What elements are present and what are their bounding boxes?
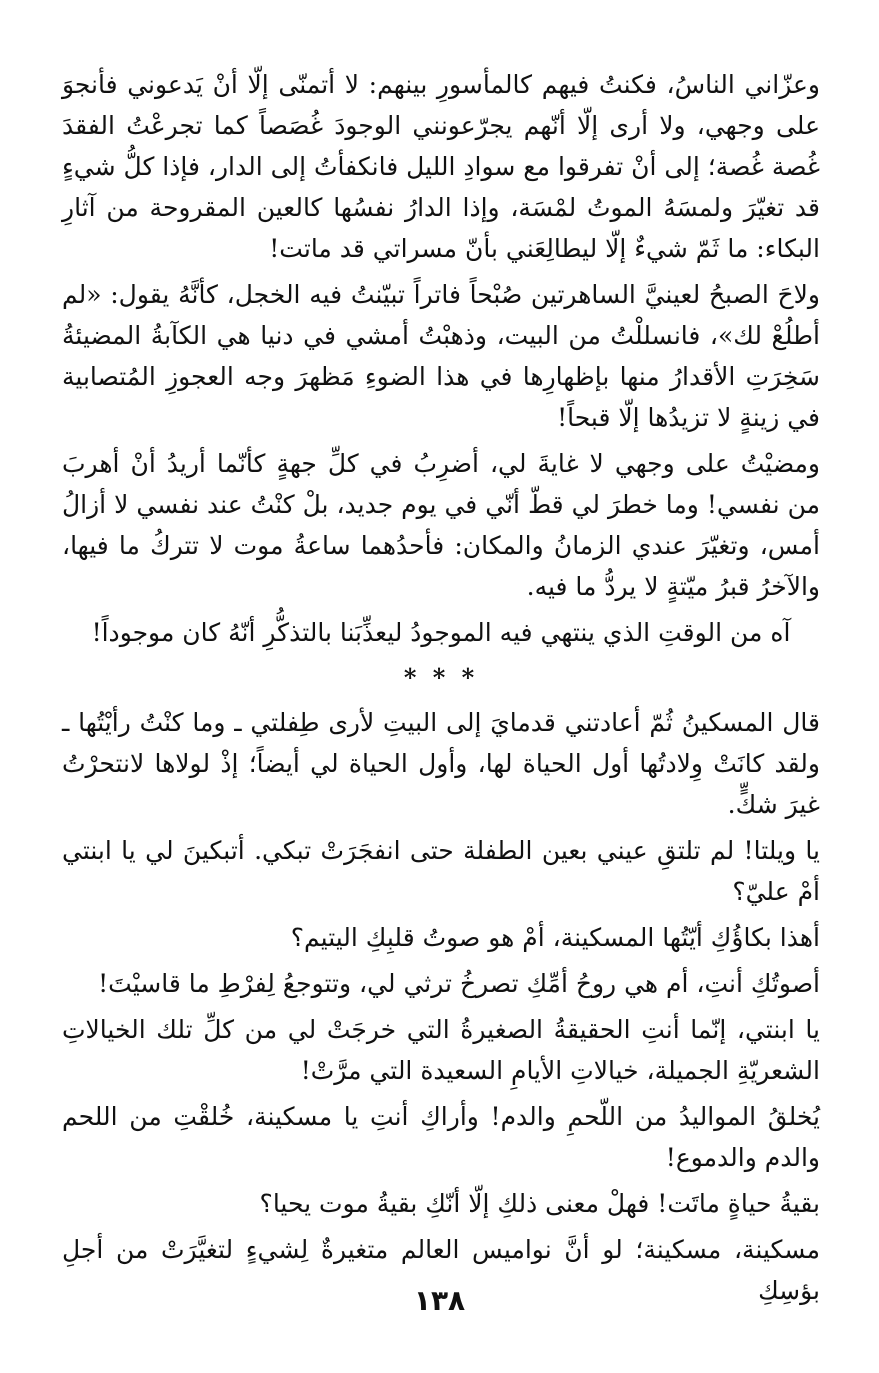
paragraph: ولاحَ الصبحُ لعينيَّ الساهرتين صُبْحاً فاتراً تبيّنتُ فيه الخجل، كأنَّهُ يقول: «لم أطلُعْ لك»، فانسللْتُ من البيت، وذهبْتُ أمشي في دنيا هي الكآبةُ المضيئةُ سَخِرَتِ الأقدارُ منها بإظهارِها في هذا الضوءِ مَظهرَ وجه العجوزِ المُتصابية في زينةٍ لا تزيدُها إلّا قبحاً! bbox=[62, 280, 820, 432]
paragraph: وعزّاني الناسُ، فكنتُ فيهم كالمأسورِ بينهم: لا أتمنّى إلّا أنْ يَدعوني فأنجوَ على وجهي، ولا أرى إلّا أنّهم يجرّعونني الوجودَ غُصَصاً كما تجرعْتُ الفقدَ غُصة غُصة؛ إلى أنْ تفرقوا مع سوادِ الليل فانكفأتُ إلى الدار، فإذا كلُّ شيءٍ قد تغيّرَ ولمسَهُ الموتُ لمْسَة، وإذا الدارُ نفسُها كالعين المقروحة من آثارِ البكاء: ما ثَمّ شيءٌ إلّا ليطالِعَني بأنّ مسراتي قد ماتت! bbox=[62, 70, 820, 263]
paragraph: يا ابنتي، إنّما أنتِ الحقيقةُ الصغيرةُ التي خرجَتْ لي من كلِّ تلك الخيالاتِ الشعريّةِ الجميلة، خيالاتِ الأيامِ السعيدة التي مرَّتْ! bbox=[62, 1015, 820, 1085]
page-number: ١٣٨ bbox=[413, 1284, 466, 1317]
paragraph: أصوتُكِ أنتِ، أم هي روحُ أمِّكِ تصرخُ ترثي لي، وتتوجعُ لِفرْطِ ما قاسيْتَ! bbox=[98, 969, 820, 998]
paragraph: مسكينة، مسكينة؛ لو أنَّ نواميس العالم متغيرةٌ لِشيءٍ لتغيَّرَتْ من أجلِ بؤسِكِ bbox=[62, 1235, 820, 1305]
paragraph: ومضيْتُ على وجهي لا غايةَ لي، أضرِبُ في كلِّ جهةٍ كأنّما أريدُ أنْ أهربَ من نفسي! وما خطرَ لي قطّ أنّي في يوم جديد، بلْ كنْتُ عند نفسي لا أزالُ أمس، وتغيّرَ عندي الزمانُ والمكان: فأحدُهما ساعةُ موت لا تتركُ ما فيها، والآخرُ قبرُ ميّتةٍ لا يردُّ ما فيه. bbox=[62, 449, 820, 601]
paragraph: أهذا بكاؤُكِ أيّتُها المسكينة، أمْ هو صوتُ قلبِكِ اليتيم؟ bbox=[290, 923, 820, 952]
paragraph: يا ويلتا! لم تلتقِ عيني بعين الطفلة حتى انفجَرَتْ تبكي. أتبكينَ لي يا ابنتي أمْ عليّ؟ bbox=[62, 836, 820, 906]
paragraph: بقيةُ حياةٍ ماتَت! فهلْ معنى ذلكِ إلّا أنّكِ بقيةُ موت يحيا؟ bbox=[259, 1189, 820, 1218]
section-separator: * * * bbox=[403, 663, 479, 692]
paragraph: يُخلقُ المواليدُ من اللّحمِ والدم! وأراكِ أنتِ يا مسكينة، خُلقْتِ من اللحم والدم والدموع! bbox=[62, 1102, 820, 1172]
book-page-body bbox=[62, 64, 820, 1316]
centered-line: آه من الوقتِ الذي ينتهي فيه الموجودُ ليعذِّبَنا بالتذكُّرِ أنّهُ كان موجوداً! bbox=[91, 618, 791, 647]
paragraph: قال المسكينُ ثُمّ أعادتني قدمايَ إلى البيتِ لأرى طِفلتي ـ وما كنْتُ رأيْتُها ـ ولقد كانَتْ وِلادتُها أول الحياة لها، وأول الحياة لي أيضاً؛ إذْ لولاها لانتحرْتُ غيرَ شكٍّ. bbox=[62, 708, 820, 819]
